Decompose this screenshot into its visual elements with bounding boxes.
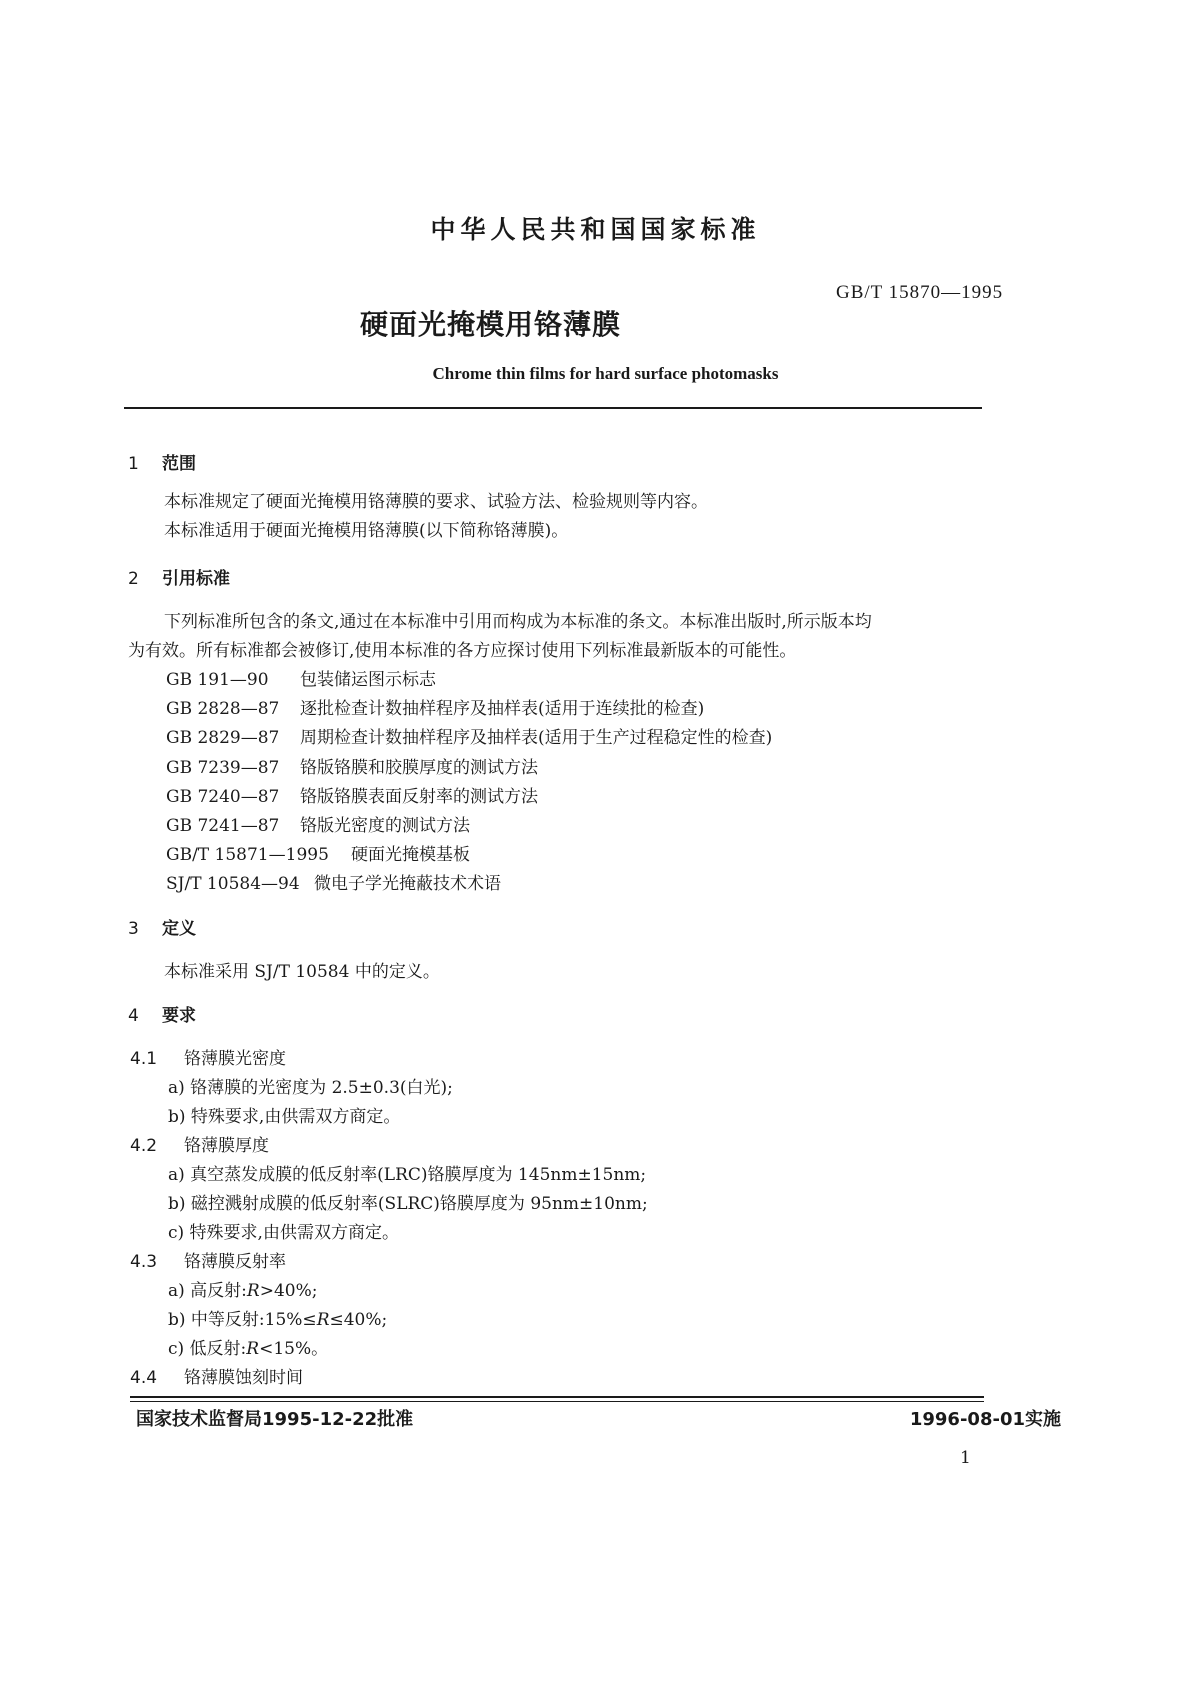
list-item	[168, 1334, 328, 1359]
item-suffix: <15%。	[259, 1339, 329, 1359]
approval-line: 国家技术监督局1995-12-22批准	[136, 1409, 414, 1430]
subsection-number: 4.1	[130, 1049, 158, 1069]
list-item: b) 磁控溅射成膜的低反射率(SLRC)铬膜厚度为 95nm±10nm;	[168, 1194, 648, 1214]
section-1-heading	[128, 449, 196, 474]
paragraph: 本标准适用于硬面光掩模用铬薄膜(以下简称铬薄膜)。	[164, 521, 569, 541]
reference-title: 周期检查计数抽样程序及抽样表(适用于生产过程稳定性的检查)	[300, 728, 773, 748]
paragraph: 为有效。所有标准都会被修订,使用本标准的各方应探讨使用下列标准最新版本的可能性。	[128, 641, 797, 661]
header-rule	[124, 407, 982, 409]
section-3-heading	[128, 914, 196, 939]
variable-r: R	[246, 1281, 260, 1301]
reference-item	[166, 753, 538, 778]
section-number: 4	[128, 1006, 139, 1026]
reference-code: GB 2829—87	[166, 728, 280, 748]
list-item: a) 真空蒸发成膜的低反射率(LRC)铬膜厚度为 145nm±15nm;	[168, 1165, 647, 1185]
list-item: a) 铬薄膜的光密度为 2.5±0.3(白光);	[168, 1078, 453, 1098]
reference-title: 铬版铬膜表面反射率的测试方法	[300, 787, 538, 807]
document-title: 硬面光掩模用铬薄膜	[360, 308, 622, 341]
reference-title: 硬面光掩模基板	[351, 845, 470, 865]
page-number: 1	[960, 1448, 971, 1468]
list-item: c) 特殊要求,由供需双方商定。	[168, 1223, 399, 1243]
reference-title: 包装储运图示标志	[300, 670, 436, 690]
list-item	[168, 1305, 387, 1330]
item-prefix: b) 中等反射:15%≤	[168, 1310, 317, 1330]
reference-title: 铬版光密度的测试方法	[300, 816, 470, 836]
reference-code: GB 191—90	[166, 670, 269, 690]
reference-item	[166, 869, 501, 894]
subsection-number: 4.4	[130, 1368, 158, 1388]
section-title: 要求	[162, 1006, 196, 1026]
item-prefix: a) 高反射:	[168, 1281, 247, 1301]
reference-item	[166, 840, 470, 865]
reference-code: GB 2828—87	[166, 699, 280, 719]
section-number: 3	[128, 919, 139, 939]
footer-rule-bottom	[130, 1401, 984, 1402]
section-title: 范围	[162, 454, 196, 474]
subsection-number: 4.3	[130, 1252, 158, 1272]
variable-r: R	[316, 1310, 330, 1330]
subsection-4-3-heading	[130, 1247, 286, 1272]
subsection-title: 铬薄膜蚀刻时间	[184, 1368, 303, 1388]
variable-r: R	[246, 1339, 260, 1359]
subsection-4-1-heading	[130, 1044, 286, 1069]
subsection-title: 铬薄膜光密度	[184, 1049, 286, 1069]
reference-item	[166, 694, 704, 719]
section-number: 2	[128, 569, 139, 589]
reference-code: GB 7239—87	[166, 758, 280, 778]
reference-title: 逐批检查计数抽样程序及抽样表(适用于连续批的检查)	[300, 699, 705, 719]
subsection-title: 铬薄膜反射率	[184, 1252, 286, 1272]
footer-rule-top	[130, 1396, 984, 1398]
reference-item	[166, 782, 538, 807]
reference-code: GB 7241—87	[166, 816, 280, 836]
section-title: 引用标准	[162, 569, 230, 589]
reference-code: GB 7240—87	[166, 787, 280, 807]
paragraph: 本标准采用 SJ/T 10584 中的定义。	[164, 962, 440, 982]
reference-title: 微电子学光掩蔽技术术语	[314, 874, 501, 894]
subsection-title: 铬薄膜厚度	[184, 1136, 269, 1156]
item-prefix: c) 低反射:	[168, 1339, 247, 1359]
list-item	[168, 1276, 317, 1301]
reference-code: GB/T 15871—1995	[166, 845, 329, 865]
section-number: 1	[128, 454, 139, 474]
paragraph: 下列标准所包含的条文,通过在本标准中引用而构成为本标准的条文。本标准出版时,所示版本均	[164, 612, 872, 632]
document-title-english: Chrome thin films for hard surface photomasks	[432, 364, 779, 383]
section-title: 定义	[162, 919, 196, 939]
standard-number: GB/T 15870—1995	[836, 282, 1004, 303]
paragraph: 本标准规定了硬面光掩模用铬薄膜的要求、试验方法、检验规则等内容。	[164, 492, 708, 512]
list-item: b) 特殊要求,由供需双方商定。	[168, 1107, 401, 1127]
reference-item	[166, 811, 470, 836]
reference-item	[166, 665, 436, 690]
subsection-4-2-heading	[130, 1131, 269, 1156]
reference-item	[166, 723, 772, 748]
item-suffix: >40%;	[259, 1281, 318, 1301]
subsection-number: 4.2	[130, 1136, 158, 1156]
reference-title: 铬版铬膜和胶膜厚度的测试方法	[300, 758, 538, 778]
section-4-heading	[128, 1001, 196, 1026]
implementation-date: 1996-08-01实施	[909, 1409, 1061, 1430]
national-standard-title: 中华人民共和国国家标准	[430, 215, 761, 244]
section-2-heading	[128, 564, 230, 589]
reference-code: SJ/T 10584—94	[166, 874, 300, 894]
subsection-4-4-heading	[130, 1363, 303, 1388]
item-suffix: ≤40%;	[329, 1310, 388, 1330]
